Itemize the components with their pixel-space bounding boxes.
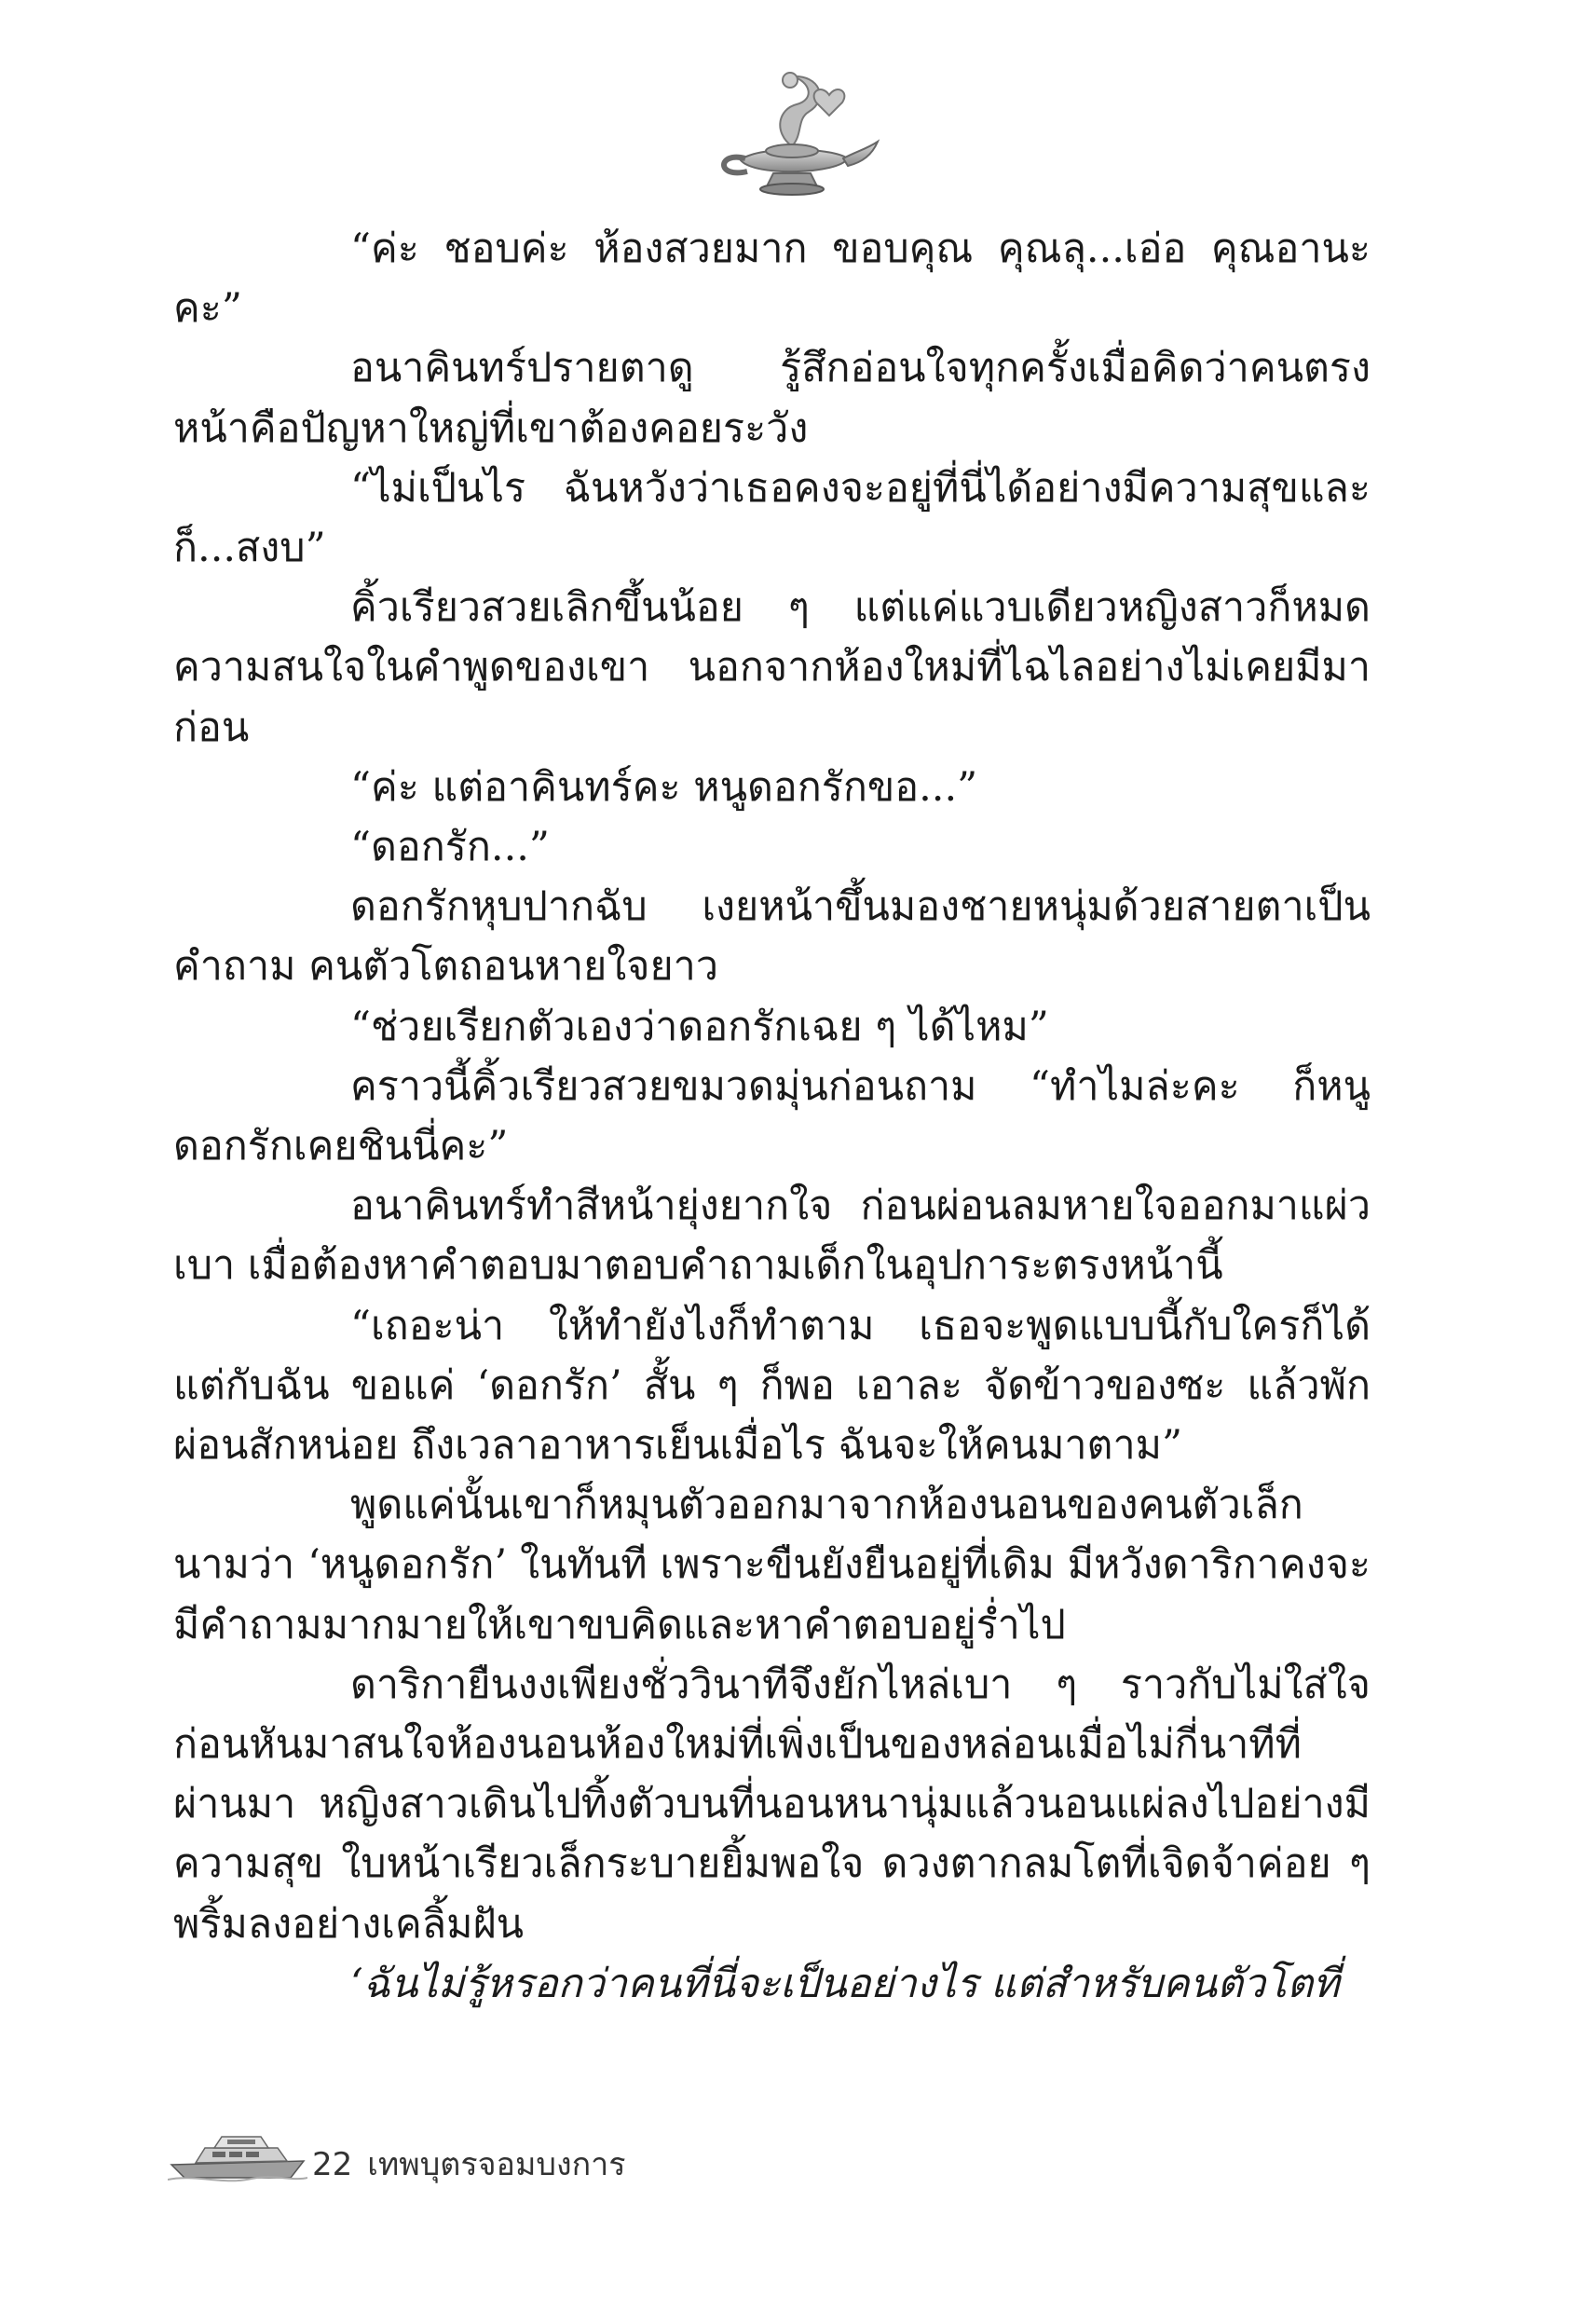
paragraph: “ช่วยเรียกตัวเองว่าดอกรักเฉย ๆ ได้ไหม” [350, 1003, 1049, 1050]
paragraph-italic: ‘ฉันไม่รู้หรอกว่าคนที่นี่จะเป็นอย่างไร แต่สำหรับคนตัวโตที่ [350, 1960, 1340, 2007]
paragraph: “เถอะน่า ให้ทำยังไงก็ทำตาม เธอจะพูดแบบนี้กับใครก็ได้ แต่กับฉัน ขอแค่ ‘ดอกรัก’ สั้น ๆ ก็พอ เอาละ จัดข้าวของซะ แล้วพักผ่อนสักหน่อย ถึงเวลาอาหารเย็นเมื่อไร ฉันจะให้คนมาตาม” [173, 1302, 1371, 1470]
paragraph: อนาคินทร์ทำสีหน้ายุ่งยากใจ ก่อนผ่อนลมหายใจออกมาแผ่วเบา เมื่อต้องหาคำตอบมาตอบคำถามเด็กในอุปการะตรงหน้านี้ [173, 1183, 1371, 1290]
paragraph: พูดแค่นั้นเขาก็หมุนตัวออกมาจากห้องนอนของคนตัวเล็กนามว่า ‘หนูดอกรัก’ ในทันที เพราะขืนยังยืนอยู่ที่เดิม มีหวังดาริกาคงจะมีคำถามมากมายให้เขาขบคิดและหาคำตอบอยู่ร่ำไป [173, 1482, 1371, 1648]
paragraph: “ไม่เป็นไร ฉันหวังว่าเธอคงจะอยู่ที่นี่ได้อย่างมีความสุขและก็...สงบ” [173, 464, 1371, 572]
footer-caption [312, 2139, 641, 2189]
page-footer [168, 2120, 1006, 2195]
paragraph: อนาคินทร์ปรายตาดู รู้สึกอ่อนใจทุกครั้งเมื่อคิดว่าคนตรงหน้าคือปัญหาใหญ่ที่เขาต้องคอยระวัง [173, 345, 1371, 452]
paragraph: “ดอกรัก...” [350, 824, 550, 871]
teapot-genie-ornament-icon [699, 58, 885, 207]
paragraph: “ค่ะ ชอบค่ะ ห้องสวยมาก ขอบคุณ คุณลุ...เอ่อ คุณอานะคะ” [173, 226, 1371, 333]
paragraph: คราวนี้คิ้วเรียวสวยขมวดมุ่นก่อนถาม “ทำไมล่ะคะ ก็หนูดอกรักเคยชินนี่คะ” [173, 1062, 1371, 1170]
story-text [173, 219, 1371, 2014]
paragraph: คิ้วเรียวสวยเลิกขึ้นน้อย ๆ แต่แค่แวบเดียวหญิงสาวก็หมดความสนใจในคำพูดของเขา นอกจากห้องใหม่ที่ไฉไลอย่างไม่เคยมีมาก่อน [173, 584, 1371, 751]
paragraph: ดอกรักหุบปากฉับ เงยหน้าขึ้นมองชายหนุ่มด้วยสายตาเป็นคำถาม คนตัวโตถอนหายใจยาว [173, 883, 1371, 991]
yacht-icon [168, 2120, 307, 2185]
paragraph: “ค่ะ แต่อาคินทร์คะ หนูดอกรักขอ...” [350, 763, 978, 811]
book-title: เทพบุตรจอมบงการ [367, 2146, 626, 2183]
page-number: 22 [312, 2146, 353, 2183]
paragraph: ดาริกายืนงงเพียงชั่ววินาทีจึงยักไหล่เบา ๆ ราวกับไม่ใส่ใจ ก่อนหันมาสนใจห้องนอนห้องใหม่ที่เพิ่งเป็นของหล่อนเมื่อไม่กี่นาทีที่ผ่านมา หญิงสาวเดินไปทิ้งตัวบนที่นอนหนานุ่มแล้วนอนแผ่ลงไปอย่างมีความสุข ใบหน้าเรียวเล็กระบายยิ้มพอใจ ดวงตากลมโตที่เจิดจ้าค่อย ๆ พริ้มลงอย่างเคลิ้มฝัน [173, 1661, 1371, 1948]
